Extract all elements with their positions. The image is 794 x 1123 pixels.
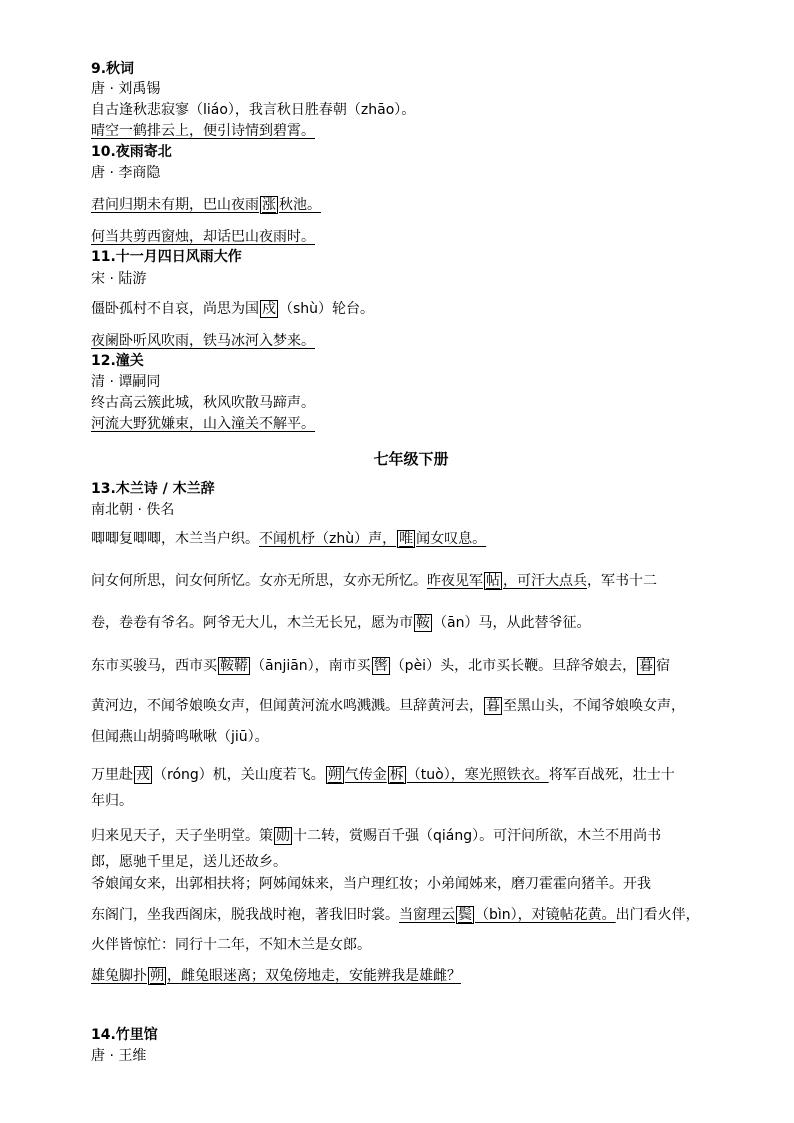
text-span: 唧唧复唧唧，木兰当户织。 [91,531,259,547]
text-span: 出门看火伴， [615,907,700,923]
highlight-char: 暮 [639,658,654,674]
text-span: 雄兔脚扑 [91,968,147,984]
highlight-char: 唯 [399,531,414,547]
text-span: 昨夜见军 [427,573,483,589]
text-span: （bìn），对镜帖花黄。 [475,907,616,923]
text-span: 万里赴 [91,767,133,783]
text-span: 秋池。 [279,197,321,213]
poem-line: 夜阑卧听风吹雨，铁马冰河入梦来。 [91,333,315,349]
poem-title: 13.木兰诗 / 木兰辞 [91,481,215,497]
highlight-char: 辔 [373,658,388,674]
paragraph-line: 火伴皆惊忙：同行十二年，不知木兰是女郎。 [91,937,371,953]
paragraph-line [91,967,461,985]
text-span: 闻女叹息。 [416,531,487,547]
paragraph-line: 郎，愿驰千里足，送儿还故乡。 [91,854,287,870]
underlined-span [325,767,549,783]
section-heading: 七年级下册 [373,450,449,468]
highlight-char: 暮 [486,698,500,714]
text-span: 将军百战死，壮士十 [548,767,675,783]
highlight-char: 鞍鞯 [220,658,248,674]
text-span: 气传金 [344,767,387,783]
paragraph-line: 但闻燕山胡骑鸣啾啾（jiū）。 [91,729,269,745]
text-span: 归来见天子，天子坐明堂。策 [91,828,273,844]
poem-line: 自古逢秋悲寂寥（liáo），我言秋日胜春朝（zhāo）。 [91,102,416,118]
paragraph-line [91,530,486,548]
text-span: ，雌兔眼迷离；双兔傍地走，安能辨我是雄雌？ [167,968,461,984]
highlight-char: 帖 [486,573,500,589]
text-span: （ān）马，从此替爷征。 [433,615,591,631]
text-span: ，可汗大点兵 [503,573,587,589]
poem-author: 南北朝 · 佚名 [91,502,175,518]
text-span: （pèi）头，北市买长鞭。旦辞爷娘去， [390,658,637,674]
text-span: （róng）机，关山度若飞。 [153,767,325,783]
text-span: 不闻机杼（zhù）声， [259,531,397,547]
text-span: 问女何所思，问女何所忆。女亦无所思，女亦无所忆。 [91,573,427,589]
underlined-span [399,907,616,923]
text-span: 东市买骏马，西市买 [91,658,217,674]
text-span: 卷，卷卷有爷名。阿爷无大儿，木兰无长兄，愿为市 [91,615,413,631]
paragraph-line [91,614,590,632]
poem-title: 9.秋词 [91,61,135,77]
highlight-char: 朔 [150,968,164,984]
text-span: ，军书十二 [587,573,657,589]
highlight-char: 戍 [262,301,276,317]
poem-line [91,300,374,318]
poem-title: 10.夜雨寄北 [91,144,172,160]
paragraph-line [91,906,700,924]
text-span: （ānjiān），南市买 [251,658,371,674]
paragraph-line [91,697,685,715]
paragraph-line [91,572,657,590]
underlined-span [259,531,486,547]
highlight-char: 戎 [136,767,150,783]
poem-line [91,196,321,214]
poem-author: 唐 · 李商隐 [91,165,161,181]
highlight-char: 鬓 [458,907,472,923]
text-span: （tuò），寒光照铁衣。 [406,767,549,783]
poem-author: 唐 · 王维 [91,1048,147,1064]
highlight-char: 涨 [262,197,276,213]
text-span: 十二转，赏赐百千强（qiáng）。可汗问所欲，木兰不用尚书 [293,828,662,844]
text-span: 宿 [656,658,671,674]
poem-title: 14.竹里馆 [91,1027,158,1043]
paragraph-line [91,766,675,784]
highlight-char: 鞍 [416,615,430,631]
text-span: 至黑山头，不闻爷娘唤女声， [503,698,685,714]
highlight-char: 勋 [276,828,290,844]
poem-line: 晴空一鹤排云上，便引诗情到碧霄。 [91,123,315,139]
poem-title: 11.十一月四日风雨大作 [91,249,242,265]
paragraph-line [91,657,670,675]
poem-title: 12.潼关 [91,353,144,369]
poem-line: 何当共剪西窗烛，却话巴山夜雨时。 [91,229,315,245]
text-span: 君问归期未有期，巴山夜雨 [91,197,259,213]
text-span: 黄河边，不闻爷娘唤女声，但闻黄河流水鸣溅溅。旦辞黄河去， [91,698,483,714]
text-span: 当窗理云 [399,907,455,923]
poem-author: 宋 · 陆游 [91,271,147,287]
highlight-char: 柝 [389,767,404,783]
paragraph-line: 年归。 [91,793,133,809]
underlined-span [427,573,587,589]
poem-author: 唐 · 刘禹锡 [91,81,161,97]
text-span: 东阁门，坐我西阁床，脱我战时袍，著我旧时裳。 [91,907,399,923]
text-span: （shù）轮台。 [279,301,375,317]
text-span: 僵卧孤村不自哀，尚思为国 [91,301,259,317]
highlight-char: 朔 [327,767,342,783]
paragraph-line: 爷娘闻女来，出郭相扶将；阿姊闻妹来，当户理红妆；小弟闻姊来，磨刀霍霍向猪羊。开我 [91,876,651,892]
poem-author: 清 · 谭嗣同 [91,374,161,390]
poem-line: 终古高云簇此城，秋风吹散马蹄声。 [91,395,315,411]
paragraph-line [91,827,661,845]
poem-line: 河流大野犹嫌束，山入潼关不解平。 [91,416,315,432]
